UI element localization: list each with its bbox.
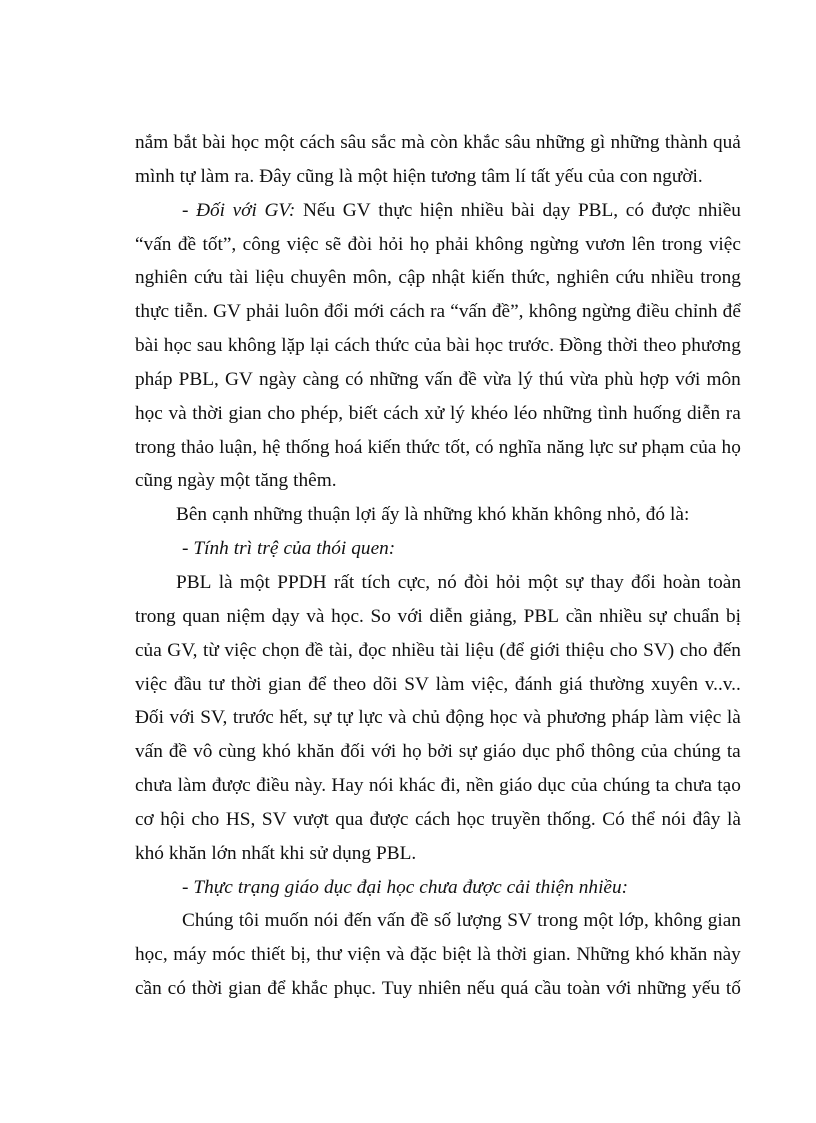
- text-line: nắm bắt bài học một cách sâu sắc mà còn khắc sâu những gì những thành quả: [135, 132, 741, 153]
- body-text: [135, 126, 741, 1006]
- text-line: chưa làm được điều này. Hay nói khác đi, nền giáo dục của chúng ta chưa tạo: [135, 775, 741, 797]
- text-line: vấn đề vô cùng khó khăn đối với họ bởi sự giáo dục phổ thông của chúng ta: [135, 741, 741, 763]
- text-line: cũng ngày một tăng thêm.: [135, 470, 337, 492]
- text-line: thực tiễn. GV phải luôn đổi mới cách ra “vấn đề”, không ngừng điều chỉnh để: [135, 301, 741, 323]
- text-line: trong thảo luận, hệ thống hoá kiến thức tốt, có nghĩa năng lực sư phạm của họ: [135, 436, 741, 458]
- text-line: học và thời gian cho phép, biết cách xử lý khéo léo những tình huống diễn ra: [135, 402, 741, 424]
- text-line: - Đối với GV: Nếu GV thực hiện nhiều bài dạy PBL, có được nhiều: [182, 199, 741, 221]
- text-line: mình tự làm ra. Đây cũng là một hiện tương tâm lí tất yếu của con người.: [135, 165, 703, 187]
- text-line: nghiên cứu tài liệu chuyên môn, cập nhật kiến thức, nghiên cứu nhiều trong: [135, 267, 741, 289]
- text-line: - Tính trì trệ của thói quen:: [182, 538, 396, 560]
- text-line: cần có thời gian để khắc phục. Tuy nhiên nếu quá cầu toàn với những yếu tố: [135, 978, 741, 1000]
- text-line: trong quan niệm dạy và học. So với diễn giảng, PBL cần nhiều sự chuẩn bị: [135, 605, 741, 627]
- text-line: cơ hội cho HS, SV vượt qua được cách học truyền thống. Có thể nói đây là: [135, 808, 741, 830]
- text-line: “vấn đề tốt”, công việc sẽ đòi hỏi họ phải không ngừng vươn lên trong việc: [135, 233, 741, 255]
- text-line: pháp PBL, GV ngày càng có những vấn đề vừa lý thú vừa phù hợp với môn: [135, 368, 741, 390]
- text-line: bài học sau không lặp lại cách thức của bài học trước. Đồng thời theo phương: [135, 335, 741, 357]
- text-line: Chúng tôi muốn nói đến vấn đề số lượng SV trong một lớp, không gian: [182, 910, 741, 932]
- text-line: Đối với SV, trước hết, sự tự lực và chủ động học và phương pháp làm việc là: [135, 707, 741, 729]
- text-line: học, máy móc thiết bị, thư viện và đặc biệt là thời gian. Những khó khăn này: [135, 944, 741, 966]
- text-line: Bên cạnh những thuận lợi ấy là những khó khăn không nhỏ, đó là:: [176, 504, 690, 526]
- text-line: PBL là một PPDH rất tích cực, nó đòi hỏi một sự thay đổi hoàn toàn: [176, 571, 741, 593]
- text-line: của GV, từ việc chọn đề tài, đọc nhiều tài liệu (để giới thiệu cho SV) cho đến: [135, 639, 741, 661]
- text-line: khó khăn lớn nhất khi sử dụng PBL.: [135, 842, 417, 864]
- text-line: - Thực trạng giáo dục đại học chưa được cải thiện nhiều:: [182, 876, 629, 898]
- text-line: việc đầu tư thời gian để theo dõi SV làm việc, đánh giá thường xuyên v..v..: [135, 673, 741, 695]
